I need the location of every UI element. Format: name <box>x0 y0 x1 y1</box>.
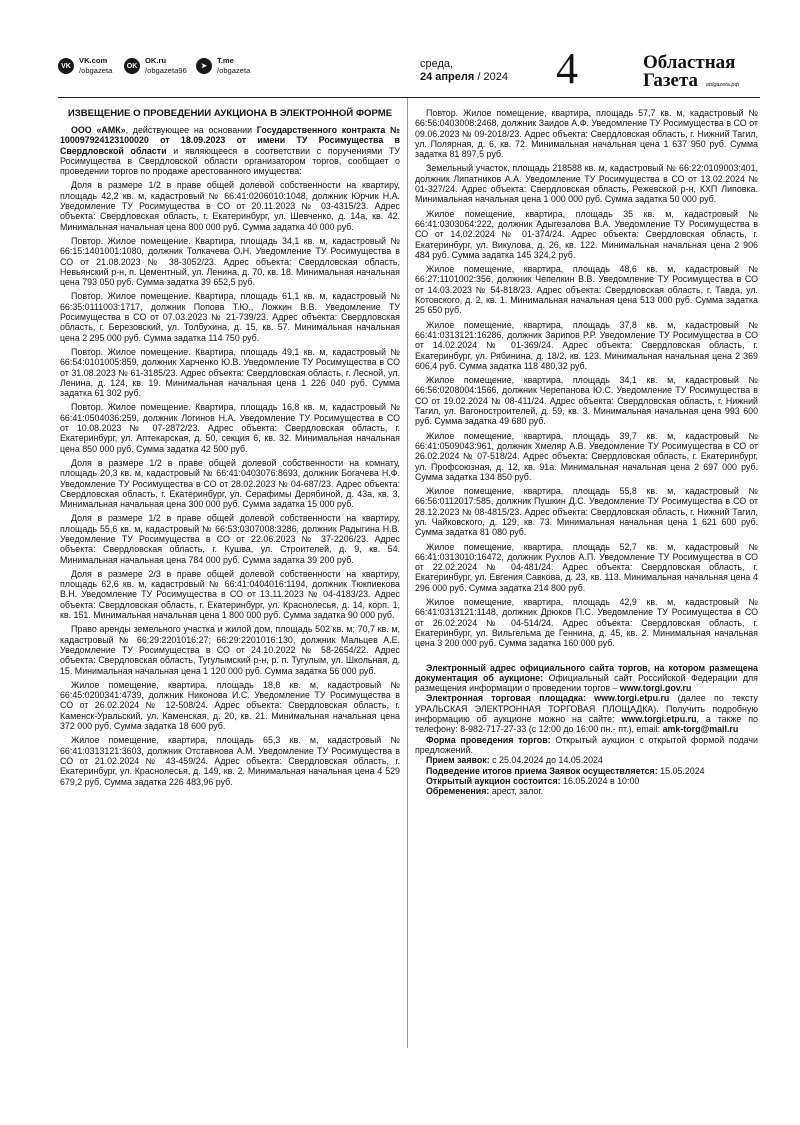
info-part: Электронный адрес официального сайта торгов, на котором размещена документация об аукционе: <box>415 662 758 683</box>
auction-info <box>415 663 758 797</box>
lot-item: Земельный участок, площадь 218588 кв. м, кадастровый № 66:22:0109003:401, должник Липатников А.А. Уведомление ТУ Росимущества в СО от 13.02.2024 № 01-327/24. Адрес объекта: Свердловская область, Режевской р-н, КХП Липовка. Минимальная начальная цена 1 000 000 руб. Сумма задатка 50 000 руб. <box>415 163 758 205</box>
date-day: 24 апреля <box>420 71 475 83</box>
lot-item: Доля в размере 1/2 в праве общей долевой собственности на квартиру, площадь 55,6 кв. м, кадастровый № 66:53:0307008:3286, должник Радыгина Н.В. Уведомление ТУ Росимущества в СО от 22.06.2023 № 37-2206/23. Адрес объекта: Свердловская область, г. Кушва, ул. Строителей, д. 9, кв. 54. Минимальная начальная цена 784 000 руб. Сумма задатка 39 200 руб. <box>60 513 400 565</box>
page-number: 4 <box>556 44 578 93</box>
info-part: Прием заявок: <box>426 755 490 766</box>
info-part: Официальный сайт Российской Федерации для размещения информации о проведении торгов – <box>415 672 758 694</box>
social-name: VK.com <box>79 56 108 65</box>
social-handle: /obgazeta <box>217 65 251 75</box>
lot-item: Жилое помещение, квартира, площадь 34,1 кв. м, кадастровый № 66:56:0208004:1566, должник Черепанова Ю.С. Уведомление ТУ Росимущества в СО от 19.02.2024 № 08-411/24. Адрес объекта: Свердловская область, г. Нижний Тагил, ул. Вагоностроителей, д. 59, кв. 3. Минимальная начальная цена 993 600 руб. Сумма задатка 49 680 руб. <box>415 375 758 427</box>
info-part: Обременения: <box>426 786 490 797</box>
info-auction-date <box>415 776 758 786</box>
info-form <box>415 735 758 756</box>
info-part[interactable]: Электронная торговая площадка: www.torgi.etpu.ru <box>426 693 670 704</box>
info-part[interactable]: amk-torg@mail.ru <box>662 724 739 735</box>
lot-item: Повтор. Жилое помещение. Квартира, площадь 49,1 кв. м, кадастровый № 66:54:0101005:859, должник Харченко Ю.В. Уведомление ТУ Росимущества в СО от 31.08.2023 № 61-3185/23. Адрес объекта: Свердловская область, г. Лесной, ул. Ленина, д. 124, кв. 19. Минимальная начальная цена 1 226 040 руб. Сумма задатка 61 302 руб. <box>60 346 400 399</box>
intro-part: ООО «АМК» <box>71 125 126 135</box>
intro-part: Государственного контракта № 100097924123100020 от 18.09.2023 от имени ТУ Росимущества в Свердловской области <box>60 125 400 156</box>
lot-item: Жилое помещение, квартира, площадь 37,8 кв. м, кадастровый № 66:41:0313121:16286, должник Зарипов Р.Р. Уведомление ТУ Росимущества в СО от 14.02.2024 № 01-369/24. Адрес объекта: Свердловская область, г. Екатеринбург, ул. Рябинина, д. 18/2, кв. 123. Минимальная начальная цена 2 369 606,4 руб. Сумма задатка 118 480,32 руб. <box>415 319 758 371</box>
lot-item: Жилое помещение, квартира, площадь 65,3 кв. м, кадастровый № 66:41:0313121:3603, должник Отставнова А.М. Уведомление ТУ Росимущества в СО от 21.02.2024 № 43-459/24. Адрес объекта: Свердловская область, г. Екатеринбург, ул. Краснолесья, д. 149, кв. 2. Минимальная начальная цена 4 529 679,2 руб. Сумма задатка 226 483,96 руб. <box>60 735 400 787</box>
notice-intro <box>60 125 400 176</box>
notice-title: ИЗВЕЩЕНИЕ О ПРОВЕДЕНИИ АУКЦИОНА В ЭЛЕКТРОННОЙ ФОРМЕ <box>67 108 393 119</box>
info-part: с 25.04.2024 до 14.05.2024 <box>489 755 603 766</box>
lot-item: Повтор. Жилое помещение. Квартира, площадь 61,1 кв. м, кадастровый № 66:35:0111003:1717, должник Попова Т.Ю., Ложкин В.В. Уведомление ТУ Росимущества в СО от 07.03.2023 № 21-739/23. Адрес объекта: Свердловская область, г. Березовский, ул. Толбухина, д. 15, кв. 57. Минимальная начальная цена 2 295 000 руб. Сумма задатка 114 750 руб. <box>60 291 400 343</box>
info-part: (далее по тексту УРАЛЬСКАЯ ЭЛЕКТРОННАЯ ТОРГОВАЯ ПЛОЩАДКА). Получить подробную информацию об аукционе можно на сайте: <box>415 693 758 725</box>
social-ok[interactable] <box>124 56 187 75</box>
column-right <box>415 108 758 796</box>
info-part: арест, залог. <box>489 786 543 797</box>
lot-item: Жилое помещение, квартира, площадь 39,7 кв. м, кадастровый № 66:41:0509043:961, должник Хмеляр А.В. Уведомление ТУ Росимущества в СО от 26.02.2024 № 07-518/24. Адрес объекта: Свердловская область, г. Екатеринбург, ул. Профсоюзная, д. 12, кв. 91а. Минимальная начальная цена 2 697 000 руб. Сумма задатка 134 850 руб. <box>415 430 758 482</box>
header-rule <box>58 97 760 98</box>
intro-part: , действующее на основании <box>125 125 257 135</box>
lot-item: Повтор. Жилое помещение. Квартира, площадь 34,1 кв. м, кадастровый № 66:15:1401001:1080, должник Толкачева О.Н. Уведомление ТУ Росимущества в СО от 21.08.2023 № 38-3052/23. Адрес объекта: Свердловская область, Невьянский р-н, п. Цементный, ул. Ленина, д. 70, кв. 18. Минимальная начальная цена 793 050 руб. Сумма задатка 39 652,5 руб. <box>60 235 400 288</box>
date-year: / 2024 <box>474 71 508 83</box>
lot-item: Жилое помещение, квартира, площадь 55,8 кв. м, кадастровый № 66:56:0112017:585, должник Пушкин Д.С. Уведомление ТУ Росимущества в СО от 28.12.2023 № 08-4815/23. Адрес объекта: Свердловская область, г. Нижний Тагил, ул. Чайковского, д. 129, кв. 73. Минимальная начальная цена 1 621 600 руб. Сумма задатка 81 080 руб. <box>415 486 758 538</box>
lot-item: Жилое помещение, квартира, площадь 18,8 кв. м, кадастровый № 66:45:0200341:4739, должник Никонова И.С. Уведомление ТУ Росимущества в СО от 26.02.2024 № 12-508/24. Адрес объекта: Свердловская область, г. Каменск-Уральский, ул. Каменская, д. 20, кв. 21. Минимальная начальная цена 372 000 руб. Сумма задатка 18 600 руб. <box>60 679 400 732</box>
info-part[interactable]: www.torgi.etpu.ru <box>621 714 697 725</box>
social-name: OK.ru <box>145 56 167 65</box>
lot-item: Доля в размере 1/2 в праве общей долевой собственности на квартиру, площадь 42,2 кв. м, кадастровый № 66:41:0206010:1048, должник Юрчик Н.А. Уведомление ТУ Росимущества в СО от 20.11.2023 № 03-4315/23. Адрес объекта: Свердловская область, г. Екатеринбург, ул. Шевченко, д. 14а, кв. 42. Минимальная начальная цена 800 000 руб. Сумма задатка 40 000 руб. <box>60 180 400 232</box>
social-name: T.me <box>217 56 234 65</box>
info-applications <box>415 755 758 765</box>
intro-part: и являющееся в соответствии с поручениями ТУ Росимущества в Свердловской области организатором торгов, сообщает о проведении торгов по продаже арестованного имущества: <box>60 145 401 177</box>
logo-line-1: Областная <box>643 52 736 73</box>
lot-item: Повтор. Жилое помещение, квартира, площадь 57,7 кв. м, кадастровый № 66:56:0403008:2468, должник Заидов А.Ф. Уведомление ТУ Росимущества в СО от 09.06.2023 № 09-2018/23. Адрес объекта: Свердловская область, г. Нижний Тагил, ул. Полярная, д. 6, кв. 72. Минимальная начальная цена 1 637 950 руб. Сумма задатка 81 897,5 руб. <box>415 108 758 160</box>
lot-item: Право аренды земельного участка и жилой дом, площадь 502 кв. м; 70,7 кв. м, кадастровый № 66:29:2201016:27; 66:29:2201016:130, должник Мальцев А.Е. Уведомление ТУ Росимущества в СО от 24.10.2022 № 58-2654/22. Адрес объекта: Свердловская область, Тугулымский р-н, р. п. Тугулым, ул. Школьная, д. 15. Минимальная начальная цена 1 120 000 руб. Сумма задатка 56 000 руб. <box>60 624 400 676</box>
info-platform <box>415 693 758 734</box>
info-part[interactable]: www.torgi.gov.ru <box>619 683 692 694</box>
page-header <box>58 44 758 96</box>
info-part: Открытый аукцион с открытой формой подачи предложений. <box>415 734 758 755</box>
column-left <box>60 108 400 791</box>
ok-icon: OK <box>124 58 140 74</box>
social-telegram[interactable] <box>196 56 250 75</box>
lot-item: Жилое помещение, квартира, площадь 52,7 кв. м, кадастровый № 66:41:0313010:16472, должник Рухлов А.П. Уведомление ТУ Росимущества в СО от 22.02.2024 № 04-481/24. Адрес объекта: Свердловская область, г. Екатеринбург, ул. Евгения Савкова, д. 23, кв. 113. Минимальная начальная цена 4 296 000 руб. Сумма задатка 214 800 руб. <box>415 541 758 593</box>
logo-line-2: Газета <box>643 70 699 91</box>
vk-icon: VK <box>58 58 74 74</box>
lot-item: Доля в размере 2/3 в праве общей долевой собственности на квартиру, площадь 62,6 кв. м, кадастровый № 66:41:0404016:1194, должник Тюкпиекова В.Н. Уведомление ТУ Росимущества в СО от 13.11.2023 № 04-4183/23. Адрес объекта: Свердловская область, г. Екатеринбург, ул. Краснолесья, д. 14, корп. 1, кв. 151. Минимальная начальная цена 1 800 000 руб. Сумма задатка 90 000 руб. <box>60 568 400 621</box>
info-part: 16.05.2024 в 10:00 <box>560 775 640 786</box>
info-part: Открытый аукцион состоится: <box>426 775 561 786</box>
spacer <box>415 653 758 663</box>
info-part: Подведение итогов приема Заявок осуществляется: <box>426 765 658 776</box>
social-handle: /obgazeta <box>79 65 113 75</box>
info-site <box>415 663 758 694</box>
issue-date <box>420 58 508 84</box>
weekday: среда, <box>420 58 454 70</box>
site-address: oblgazeta.рф <box>706 82 740 88</box>
lot-item: Жилое помещение, квартира, площадь 35 кв. м, кадастровый № 66:41:0303064:222, должник Адыгезалова В.А. Уведомление ТУ Росимущества в СО от 14.02.2024 № 01-374/24. Адрес объекта: Свердловская область, г. Екатеринбург, ул. Викулова, д. 26, кв. 122. Минимальная начальная цена 2 906 484 руб. Сумма задатка 145 324,2 руб. <box>415 208 758 260</box>
telegram-icon: ➤ <box>196 58 212 74</box>
lot-item: Жилое помещение, квартира, площадь 48,6 кв. м, кадастровый № 66:27:1101002:356, должник Чепелкин В.В. Уведомление ТУ Росимущества в СО от 14.03.2023 № 54-818/23. Адрес объекта: Свердловская область, г. Тавда, ул. Котовского, д. 2, кв. 1. Минимальная начальная цена 513 000 руб. Сумма задатка 25 650 руб. <box>415 264 758 316</box>
info-part: 15.05.2024 <box>657 765 705 776</box>
social-handle: /obgazeta96 <box>145 65 187 75</box>
info-results <box>415 766 758 776</box>
lot-item: Жилое помещение, квартира, площадь 42,9 кв. м, кадастровый № 66:41:0313121:1148, должник Дрюков П.С. Уведомление ТУ Росимущества в СО от 26.02.2024 № 04-514/24. Адрес объекта: Свердловская область, г. Екатеринбург, ул. Вильгельма де Геннина, д. 45, кв. 2. Минимальная начальная цена 3 200 000 руб. Сумма задатка 160 000 руб. <box>415 597 758 649</box>
info-encumbrances <box>415 786 758 796</box>
social-vk[interactable] <box>58 56 112 75</box>
lot-item: Доля в размере 1/2 в праве общей долевой собственности на комнату, площадь 20,3 кв. м, кадастровый № 66:41:0403076:8693, должник Богачева Н.Ф. Уведомление ТУ Росимущества в СО от 28.02.2023 № 04-687/23. Адрес объекта: Свердловская область, г. Екатеринбург, ул. Серафимы Дерябиной, д. 43а, кв. 3. Минимальная начальная цена 300 000 руб. Сумма задатка 15 000 руб. <box>60 457 400 510</box>
column-divider <box>407 98 408 1048</box>
info-part: , а также по телефону: 8-982-717-27-33 (с 12:00 до 16:00 пн.- пт.), email: <box>415 714 758 735</box>
lot-item: Повтор. Жилое помещение. Квартира, площадь 16,8 кв. м, кадастровый № 66:41:0504036:259, должник Логинов Н.А. Уведомление ТУ Росимущества в СО от 10.08.2023 № 07-2872/23. Адрес объекта: Свердловская область, г. Екатеринбург, ул. Аптекарская, д. 50, секция 6, кв. 32. Минимальная начальная цена 850 000 руб. Сумма задатка 42 500 руб. <box>60 402 400 454</box>
info-part: Форма проведения торгов: <box>426 734 551 745</box>
